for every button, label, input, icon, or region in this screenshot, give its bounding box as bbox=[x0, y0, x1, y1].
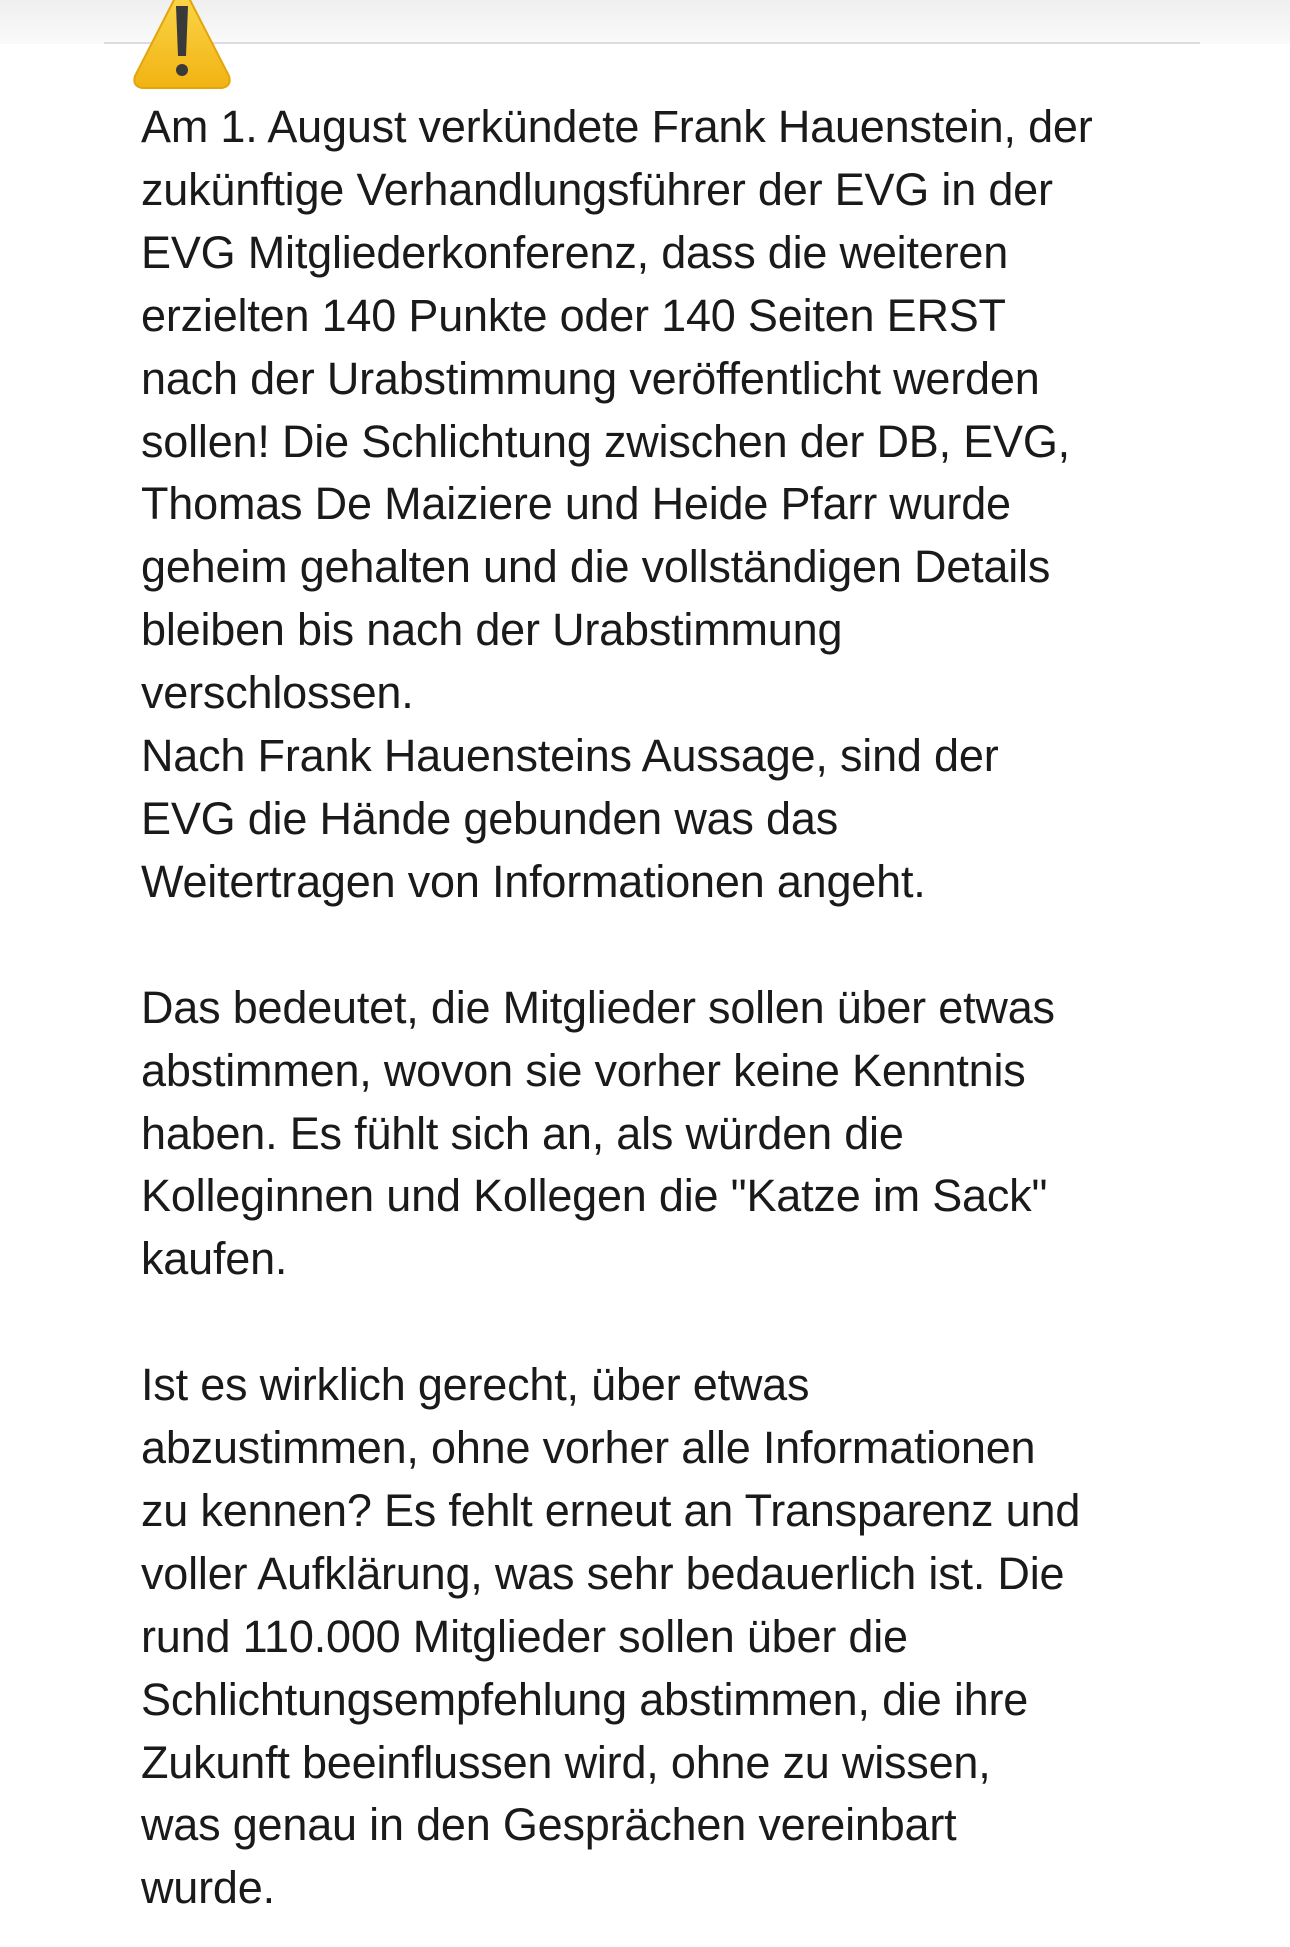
warning-icon bbox=[132, 0, 232, 92]
message-text: Am 1. August verkündete Frank Hauenstein, der zukünftige Verhandlungsführer der EVG in der EVG Mitgliederkonferenz, dass die weiteren erzielten 140 Punkte oder 140 Seiten ERST nach der Urabstimmung veröffentlicht werden sollen! Die Schlichtung zwischen der DB, EVG, Thomas De Maiziere und Heide Pfarr wurde geheim gehalten und die vollständigen Details bleiben bis nach der Urabstimmung verschlossen. Nach Frank Hauensteins Aussage, sind der EVG die Hände gebunden was das Weitertragen von Informationen angeht. Das bedeutet, die Mitglieder sollen über etwas abstimmen, wovon sie vorher keine Kenntnis haben. Es fühlt sich an, als würden die Kolleginnen und Kollegen die "Katze im Sack" kaufen. Ist es wirklich gerecht, über etwas abzustimmen, ohne vorher alle Informationen zu kennen? Es fehlt erneut an Transparenz und voller Aufklärung, was sehr bedauerlich ist. Die rund 110.000 Mitglieder sollen über die Schlichtungsempfehlung abstimmen, die ihre Zukunft beeinflussen wird, ohne zu wissen, was genau in den Gesprächen vereinbart wurde. bbox=[141, 101, 1093, 1914]
divider bbox=[104, 42, 1200, 44]
